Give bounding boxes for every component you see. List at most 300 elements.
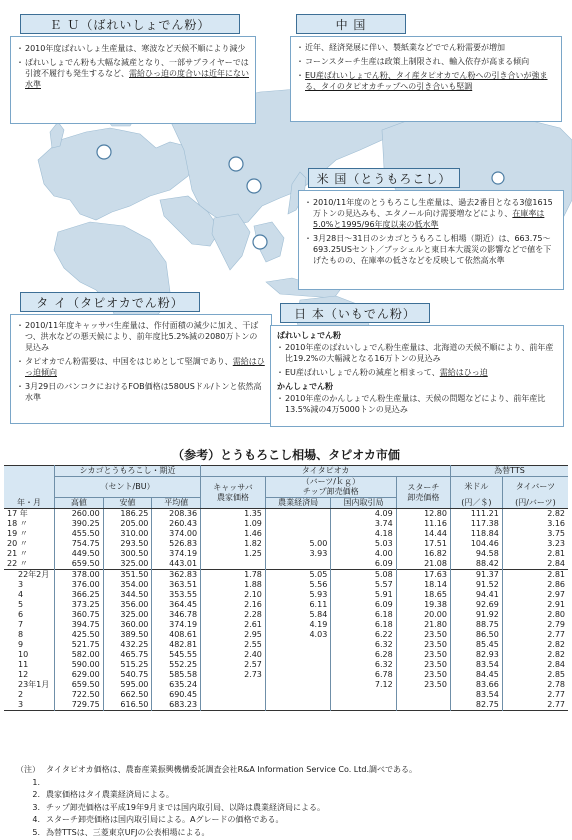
table-cell: 2.40 <box>201 650 266 660</box>
table-cell: 23.50 <box>396 660 450 670</box>
table-cell: 17.63 <box>396 570 450 581</box>
table-cell: 17.51 <box>396 539 450 549</box>
usa-bullet-2: ・ 3月28日～31日のシカゴとうもろこし相場（期近）は、663.75～693.25USセント／ブッシェルと東日本大震災の影響などで値を下げたものの、在庫率の低さなどを反映して依然高水準 <box>305 233 557 266</box>
table-cell: 6.28 <box>331 650 396 660</box>
table-cell: 6.22 <box>331 630 396 640</box>
note-label: 2. <box>32 790 40 800</box>
table-cell: 23.50 <box>396 680 450 690</box>
col-starch <box>396 477 450 509</box>
table-cell: 552.25 <box>152 660 201 670</box>
col-cassava-l1: キャッサバ <box>213 482 253 492</box>
table-cell: 635.24 <box>152 680 201 690</box>
table-cell: 2.78 <box>502 680 568 690</box>
table-cell <box>201 700 266 711</box>
col-starch-l1: スターチ <box>407 482 440 492</box>
table-cell: 2.91 <box>502 600 568 610</box>
table-cell: 19.38 <box>396 600 450 610</box>
table-cell: 310.00 <box>103 529 152 539</box>
table-cell-period: 6 <box>18 610 24 619</box>
table-cell: 346.78 <box>152 610 201 620</box>
table-cell-period: 22 〃 <box>7 559 28 568</box>
col-low: 安値 <box>103 498 152 509</box>
eu-bullet-1: ・ 2010年度ばれいしょ生産量は、寒波など天候不順により減少 <box>17 43 249 54</box>
japan-sub-potato: ばれいしょでん粉 <box>277 331 341 340</box>
table-cell: 23.50 <box>396 640 450 650</box>
table-cell: 5.57 <box>331 580 396 590</box>
table-cell: 5.84 <box>265 610 330 620</box>
eu-bullet-2 <box>17 57 249 90</box>
table-cell: 2.84 <box>502 660 568 670</box>
table-cell <box>201 680 266 690</box>
table-cell: 3.75 <box>502 529 568 539</box>
col-chip-dom: 国内取引局 <box>331 498 396 509</box>
table-cell <box>265 509 330 520</box>
table-row <box>4 519 568 529</box>
col-usd: 米ドル <box>450 477 502 498</box>
table-cell <box>331 690 396 700</box>
table-cell: 374.19 <box>152 620 201 630</box>
thai-card <box>10 314 272 424</box>
table-cell: 83.66 <box>450 680 502 690</box>
japan-card <box>270 325 564 427</box>
table-row <box>4 640 568 650</box>
table-cell-period: 3 <box>18 580 24 589</box>
japan-bullet-2-text: EU産ばれいしょでん粉の減産と相まって、 <box>285 368 440 377</box>
table-cell: 82.75 <box>450 700 502 711</box>
table-cell: 3.16 <box>502 519 568 529</box>
table-cell: 16.82 <box>396 549 450 559</box>
col-tts: 為替TTS <box>450 466 568 477</box>
table-cell: 88.42 <box>450 559 502 570</box>
table-row <box>4 600 568 610</box>
table-cell: 2.81 <box>502 570 568 581</box>
table-cell: 7.12 <box>331 680 396 690</box>
table-cell: 86.50 <box>450 630 502 640</box>
table-cell: 2.97 <box>502 590 568 600</box>
table-cell <box>265 690 330 700</box>
table-cell-period: 21 〃 <box>7 549 28 558</box>
col-avg: 平均値 <box>152 498 201 509</box>
col-yearmonth: 年・月 <box>4 466 55 509</box>
japan-sub-sweetpotato: かんしょでん粉 <box>277 382 333 391</box>
table-cell: 629.00 <box>55 670 104 680</box>
table-cell: 526.83 <box>152 539 201 549</box>
table-cell: 5.05 <box>265 570 330 581</box>
table-cell: 6.32 <box>331 660 396 670</box>
col-baht-unit: (円/バーツ) <box>502 498 568 509</box>
note-text: タイタピオカ価格は、農畜産業振興機構委託調査会社R&A Information Service Co. Ltd.調べである。 <box>46 765 418 774</box>
table-cell: 85.45 <box>450 640 502 650</box>
note-row <box>8 827 417 840</box>
table-cell: 344.50 <box>103 590 152 600</box>
table-cell: 659.50 <box>55 680 104 690</box>
col-chicago <box>55 466 201 477</box>
table-cell: 23.50 <box>396 670 450 680</box>
note-label: 5. <box>32 827 40 837</box>
table-row <box>4 549 568 559</box>
col-cassava <box>201 477 266 509</box>
table-cell-period: 23年1月 <box>18 680 50 689</box>
table-cell: 1.88 <box>201 580 266 590</box>
table-cell: 18.65 <box>396 590 450 600</box>
table-cell: 360.00 <box>103 620 152 630</box>
table-cell: 2.86 <box>502 580 568 590</box>
table-row <box>4 610 568 620</box>
table-cell: 754.75 <box>55 539 104 549</box>
table-cell: 208.36 <box>152 509 201 520</box>
table-cell: 351.50 <box>103 570 152 581</box>
table-cell: 6.78 <box>331 670 396 680</box>
table-cell: 353.55 <box>152 590 201 600</box>
table-cell: 2.82 <box>502 650 568 660</box>
table-cell: 1.09 <box>201 519 266 529</box>
table-row <box>4 539 568 549</box>
table-cell: 4.00 <box>331 549 396 559</box>
table-cell: 545.55 <box>152 650 201 660</box>
table-cell: 590.00 <box>55 660 104 670</box>
table-cell-period: 8 <box>18 630 24 639</box>
note-text: チップ卸売価格は平成19年9月までは国内取引局、以降は農業経済局による。 <box>46 802 326 812</box>
table-cell: 2.79 <box>502 620 568 630</box>
table-cell: 2.28 <box>201 610 266 620</box>
table-row <box>4 670 568 680</box>
table-cell-period: 11 <box>18 660 29 669</box>
table-cell: 104.46 <box>450 539 502 549</box>
note-label: 4. <box>32 815 40 825</box>
col-usd-unit: (円／＄) <box>450 498 502 509</box>
table-cell: 356.00 <box>103 600 152 610</box>
table-cell: 465.75 <box>103 650 152 660</box>
table-cell: 117.38 <box>450 519 502 529</box>
table-row <box>4 630 568 640</box>
map-point-eu <box>97 145 111 159</box>
usa-header: 米 国（とうもろこし） <box>308 168 460 188</box>
table-row <box>4 700 568 711</box>
table-cell <box>396 700 450 711</box>
table-cell: 616.50 <box>103 700 152 711</box>
table-cell: 2.77 <box>502 690 568 700</box>
table-cell: 3.93 <box>265 549 330 559</box>
table-cell-period: 3 <box>18 700 24 709</box>
note-row <box>8 814 417 827</box>
table-cell: 14.44 <box>396 529 450 539</box>
table-cell: 23.50 <box>396 630 450 640</box>
table-cell <box>265 650 330 660</box>
table-cell <box>396 690 450 700</box>
table-row <box>4 580 568 590</box>
table-cell: 360.75 <box>55 610 104 620</box>
table-cell: 366.25 <box>55 590 104 600</box>
thai-bullet-2 <box>17 356 265 378</box>
table-cell: 21.08 <box>396 559 450 570</box>
table-cell: 2.77 <box>502 630 568 640</box>
japan-bullet-3: ・ 2010年産のかんしょでん粉生産量は、天候の問題などにより、前年産比13.5%減の4万5000トンの見込み <box>277 393 557 415</box>
table-cell: 662.50 <box>103 690 152 700</box>
china-card <box>290 36 562 122</box>
table-cell: 389.50 <box>103 630 152 640</box>
table-cell: 364.45 <box>152 600 201 610</box>
map-point-usa <box>492 172 504 184</box>
col-chicago-unit: （セント/BU） <box>55 477 201 498</box>
table-cell: 540.75 <box>103 670 152 680</box>
table-cell: 88.75 <box>450 620 502 630</box>
table-cell-period: 18 〃 <box>7 519 28 528</box>
table-cell: 363.51 <box>152 580 201 590</box>
table-cell: 4.19 <box>265 620 330 630</box>
table-row <box>4 559 568 570</box>
usa-bullet-1-underline: 在庫率は5.0%と1995/96年度以来の低水準 <box>313 209 545 229</box>
thai-bullet-2-text: タピオカでん粉需要は、中国をはじめとして堅調であり、 <box>25 357 233 366</box>
table-cell: 595.00 <box>103 680 152 690</box>
thai-bullet-1: ・ 2010/11年度キャッサバ生産量は、作付面積の減少に加え、干ばつ、洪水などの悪天候により、前年度比5.2%減の2080万トンの見込み <box>17 320 265 353</box>
table-cell: 515.25 <box>103 660 152 670</box>
table-cell: 11.16 <box>396 519 450 529</box>
table-row <box>4 680 568 690</box>
table-cell: 373.25 <box>55 600 104 610</box>
table-cell: 585.58 <box>152 670 201 680</box>
table-cell: 374.19 <box>152 549 201 559</box>
table-cell: 455.50 <box>55 529 104 539</box>
col-tapioca-label: タイタピオカ <box>301 466 350 475</box>
table-cell: 111.21 <box>450 509 502 520</box>
table-cell: 2.85 <box>502 670 568 680</box>
table-row <box>4 690 568 700</box>
col-chip-label: チップ卸売価格 <box>302 487 359 496</box>
china-bullet-2: ・ コーンスターチ生産は政策上制限され、輸入依存が高まる傾向 <box>297 56 555 67</box>
table-cell: 5.56 <box>265 580 330 590</box>
table-cell: 1.25 <box>201 549 266 559</box>
table-cell <box>265 670 330 680</box>
table-cell-period: 9 <box>18 640 24 649</box>
table-cell: 94.58 <box>450 549 502 559</box>
table-cell: 4.18 <box>331 529 396 539</box>
table-cell: 1.82 <box>201 539 266 549</box>
table-cell-period: 7 <box>18 620 24 629</box>
usa-card <box>298 190 564 290</box>
table-cell: 293.50 <box>103 539 152 549</box>
table-cell: 2.95 <box>201 630 266 640</box>
table-cell: 83.54 <box>450 660 502 670</box>
table-cell: 2.16 <box>201 600 266 610</box>
japan-bullet-1: ・ 2010年産のばれいしょでん粉生産量は、北海道の天候不順により、前年産比19.2%の大幅減となる16万トンの見込み <box>277 342 557 364</box>
col-baht: タイバーツ <box>502 477 568 498</box>
table-cell: 2.77 <box>502 700 568 711</box>
japan-bullet-2 <box>277 367 557 378</box>
usa-bullet-1-text: 2010/11年度のとうもろこし生産量は、過去2番目となる3億1615万トンの見込みも、エタノール向け需要増などにより、 <box>313 198 553 218</box>
table-cell: 394.75 <box>55 620 104 630</box>
table-cell <box>201 559 266 570</box>
table-cell: 2.82 <box>502 640 568 650</box>
japan-bullet-2-underline: 需給はひっ迫 <box>439 368 488 377</box>
table-cell <box>265 700 330 711</box>
table-cell: 94.41 <box>450 590 502 600</box>
table-cell: 260.00 <box>55 509 104 520</box>
table-cell: 2.81 <box>502 549 568 559</box>
table-cell: 443.01 <box>152 559 201 570</box>
table-cell: 1.78 <box>201 570 266 581</box>
table-cell: 374.00 <box>152 529 201 539</box>
map-point-thai <box>253 235 267 249</box>
table-cell: 1.46 <box>201 529 266 539</box>
table-cell: 325.00 <box>103 559 152 570</box>
note-row <box>8 764 417 789</box>
table-cell: 408.61 <box>152 630 201 640</box>
table-cell: 6.11 <box>265 600 330 610</box>
table-cell: 432.25 <box>103 640 152 650</box>
table-cell: 325.00 <box>103 610 152 620</box>
table-cell: 118.84 <box>450 529 502 539</box>
table-cell: 82.93 <box>450 650 502 660</box>
note-text: 農家価格はタイ農業経済局による。 <box>46 790 174 800</box>
table-cell-period: 4 <box>18 590 24 599</box>
table-row <box>4 650 568 660</box>
notes <box>8 764 417 840</box>
table-cell: 722.50 <box>55 690 104 700</box>
table-cell-period: 10 <box>18 650 29 659</box>
table-cell: 690.45 <box>152 690 201 700</box>
china-bullet-3 <box>297 70 555 92</box>
table-cell-period: 2 <box>18 690 24 699</box>
table-cell: 91.92 <box>450 610 502 620</box>
table-cell: 5.93 <box>265 590 330 600</box>
table-cell <box>201 690 266 700</box>
eu-header: Ｅ Ｕ（ばれいしょでん粉） <box>20 14 240 34</box>
table-cell: 92.69 <box>450 600 502 610</box>
note-row <box>8 802 417 815</box>
table-cell: 362.83 <box>152 570 201 581</box>
table-cell: 18.14 <box>396 580 450 590</box>
table-cell: 376.00 <box>55 580 104 590</box>
table-row <box>4 620 568 630</box>
table-cell: 2.55 <box>201 640 266 650</box>
table-cell: 91.52 <box>450 580 502 590</box>
table-cell-period: 19 〃 <box>7 529 28 538</box>
table-row <box>4 590 568 600</box>
japan-header: 日 本（いもでん粉） <box>280 303 430 323</box>
table-cell: 23.50 <box>396 650 450 660</box>
table-cell: 378.00 <box>55 570 104 581</box>
table-cell: 5.08 <box>331 570 396 581</box>
table-cell: 425.50 <box>55 630 104 640</box>
col-tapioca <box>201 466 451 477</box>
note-row <box>8 789 417 802</box>
eu-bullet-2-underline: 需給ひっ迫の度合いは近年にない水準 <box>25 69 249 89</box>
table-cell: 659.50 <box>55 559 104 570</box>
note-text: スターチ卸売価格は国内取引局による。Aグレードの価格である。 <box>46 815 284 825</box>
table-cell: 3.74 <box>331 519 396 529</box>
col-high: 高値 <box>55 498 104 509</box>
market-table <box>4 465 568 711</box>
table-cell: 20.00 <box>396 610 450 620</box>
table-cell: 83.54 <box>450 690 502 700</box>
table-cell: 5.00 <box>265 539 330 549</box>
table-cell <box>265 640 330 650</box>
table-cell: 3.23 <box>502 539 568 549</box>
col-chicago-label: シカゴとうもろこし・期近 <box>79 466 176 475</box>
table-cell: 2.80 <box>502 610 568 620</box>
table-cell: 6.32 <box>331 640 396 650</box>
thai-bullet-2-underline: 需給はひっ迫傾向 <box>25 357 265 377</box>
table-cell: 2.61 <box>201 620 266 630</box>
table-cell: 6.09 <box>331 600 396 610</box>
table-row <box>4 509 568 520</box>
note-text: 為替TTSは、三菱東京UFJの公表相場による。 <box>46 827 210 837</box>
usa-bullet-1 <box>305 197 557 230</box>
table-row <box>4 660 568 670</box>
table-cell: 2.84 <box>502 559 568 570</box>
table-cell: 729.75 <box>55 700 104 711</box>
table-cell: 2.73 <box>201 670 266 680</box>
table-cell: 5.03 <box>331 539 396 549</box>
table-cell: 4.03 <box>265 630 330 640</box>
table-cell-period: 5 <box>18 600 24 609</box>
table-cell <box>265 660 330 670</box>
table-cell-period: 12 <box>18 670 29 679</box>
table-cell: 482.81 <box>152 640 201 650</box>
china-header: 中 国 <box>296 14 406 34</box>
table-title: （参考）とうもろこし相場、タピオカ市価 <box>172 448 400 462</box>
thai-header: タ イ（タピオカでん粉） <box>20 292 200 312</box>
table-cell-period: 20 〃 <box>7 539 28 548</box>
col-starch-l2: 卸売価格 <box>407 492 440 502</box>
col-chip-farm: 農業経済局 <box>265 498 330 509</box>
table-cell <box>331 700 396 711</box>
table-cell: 21.80 <box>396 620 450 630</box>
table-cell: 390.25 <box>55 519 104 529</box>
table-cell: 6.18 <box>331 620 396 630</box>
table-cell: 2.57 <box>201 660 266 670</box>
table-cell: 683.23 <box>152 700 201 711</box>
note-label: 3. <box>32 802 40 812</box>
china-bullet-3-underline: EU産ばれいしょでん粉、タイ産タピオカでん粉への引き合いが強まる、タイのタピオカチップへの引き合いも堅調 <box>305 71 548 91</box>
note-label: （注） 1. <box>16 765 40 787</box>
eu-card <box>10 36 256 124</box>
table-cell: 4.09 <box>331 509 396 520</box>
table-cell: 260.43 <box>152 519 201 529</box>
table-cell: 12.80 <box>396 509 450 520</box>
col-tapioca-unit: （バーツ/ｋｇ） <box>301 477 360 486</box>
table-cell: 6.18 <box>331 610 396 620</box>
table-cell <box>265 559 330 570</box>
table-cell: 449.50 <box>55 549 104 559</box>
table-cell: 582.00 <box>55 650 104 660</box>
table-cell <box>265 529 330 539</box>
table-cell: 91.37 <box>450 570 502 581</box>
eu-bullet-2-text: ばれいしょでん粉も大幅な減産となり、一部サプライヤーでは引渡不履行も発生するなど、 <box>25 58 249 78</box>
col-cassava-l2: 農家価格 <box>216 492 249 502</box>
table-cell: 2.82 <box>502 509 568 520</box>
market-table-body <box>4 509 568 711</box>
table-cell: 300.50 <box>103 549 152 559</box>
china-bullet-1: ・ 近年、経済発展に伴い、製紙業などででん粉需要が増加 <box>297 42 555 53</box>
table-cell: 5.91 <box>331 590 396 600</box>
table-cell-period: 22年2月 <box>18 570 50 579</box>
table-cell: 354.00 <box>103 580 152 590</box>
table-row <box>4 570 568 581</box>
col-chip <box>265 477 396 498</box>
table-cell: 1.35 <box>201 509 266 520</box>
thai-bullet-3: ・ 3月29日のバンコクにおけるFOB価格は580USドル/トンと依然高水準 <box>17 381 265 403</box>
map-point-japan <box>247 179 261 193</box>
table-cell <box>265 680 330 690</box>
table-cell: 521.75 <box>55 640 104 650</box>
table-cell: 186.25 <box>103 509 152 520</box>
table-cell: 6.09 <box>331 559 396 570</box>
table-cell: 205.00 <box>103 519 152 529</box>
table-cell: 84.45 <box>450 670 502 680</box>
table-cell <box>265 519 330 529</box>
table-row <box>4 529 568 539</box>
